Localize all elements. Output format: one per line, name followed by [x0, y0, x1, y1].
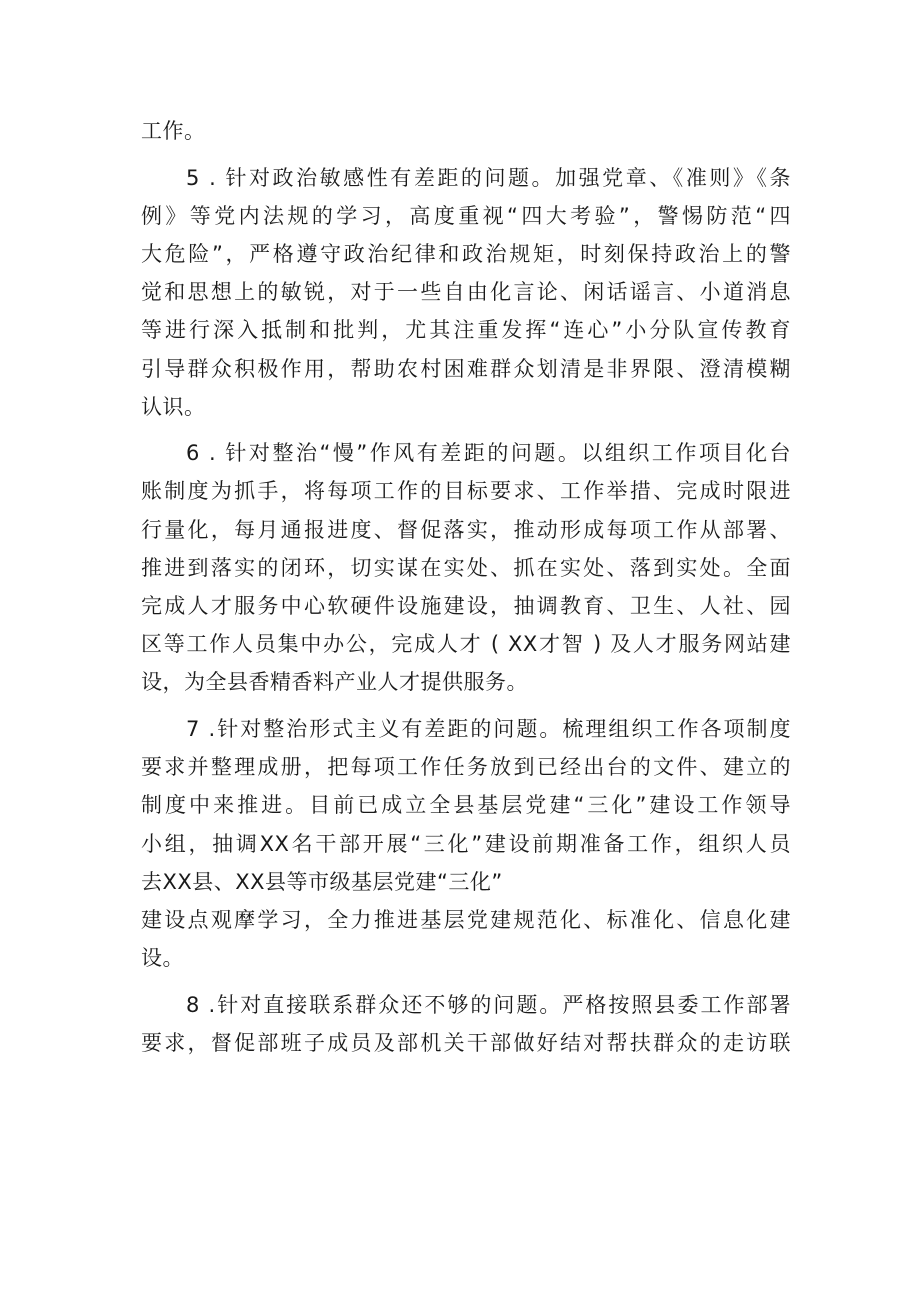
text-line: 要求并整理成册，把每项工作任务放到已经出台的文件、建立的 — [141, 755, 791, 780]
text-line: 制度中来推进。目前已成立全县基层党建“三化”建设工作领导 — [141, 793, 791, 818]
text-line: 去XX县、XX县等市级基层党建“三化” — [141, 869, 503, 894]
text-line: 5 . 针对政治敏感性有差距的问题。加强党章、《准则》《条 — [186, 165, 791, 190]
text-line: 设，为全县香精香料产业人才提供服务。 — [141, 670, 528, 695]
text-line: 账制度为抓手，将每项工作的目标要求、工作举措、完成时限进 — [141, 479, 791, 504]
text-line: 工作。 — [141, 119, 206, 143]
text-line: 6 . 针对整治“慢”作风有差距的问题。以组织工作项目化台 — [186, 441, 791, 466]
text-line: 8 .针对直接联系群众还不够的问题。严格按照县委工作部署 — [186, 992, 791, 1017]
text-line: 例》等党内法规的学习，高度重视“四大考验”，警惕防范“四 — [141, 203, 791, 228]
text-line: 认识。 — [141, 394, 206, 419]
text-line: 要求，督促部班子成员及部机关干部做好结对帮扶群众的走访联 — [141, 1030, 791, 1055]
text-line: 区等工作人员集中办公，完成人才 ( XX才智 ) 及人才服务网站建 — [141, 632, 791, 657]
paragraph-6 — [141, 434, 791, 701]
text-line: 等进行深入抵制和批判，尤其注重发挥“连心”小分队宣传教育 — [141, 318, 791, 343]
text-line: 引导群众积极作用，帮助农村困难群众划清是非界限、澄清模糊 — [141, 356, 791, 381]
paragraph-5 — [141, 159, 791, 426]
document-body — [141, 112, 791, 1062]
text-line: 觉和思想上的敏锐，对于一些自由化言论、闲话谣言、小道消息 — [141, 280, 791, 305]
text-line: 大危险”，严格遵守政治纪律和政治规矩，时刻保持政治上的警 — [141, 241, 791, 266]
paragraph-tail — [141, 112, 791, 150]
text-line: 行量化，每月通报进度、督促落实，推动形成每项工作从部署、 — [141, 517, 791, 542]
text-line: 小组，抽调XX名干部开展“三化”建设前期准备工作，组织人员 — [141, 831, 791, 856]
paragraph-7 — [141, 710, 791, 977]
text-line: 推进到落实的闭环，切实谋在实处、抓在实处、落到实处。全面 — [141, 555, 791, 580]
text-line: 完成人才服务中心软硬件设施建设，抽调教育、卫生、人社、园 — [141, 594, 791, 619]
text-line: 建设点观摩学习，全力推进基层党建规范化、标准化、信息化建 — [141, 907, 791, 932]
text-line: 设。 — [141, 946, 184, 971]
text-line: 7 .针对整治形式主义有差距的问题。梳理组织工作各项制度 — [186, 716, 791, 741]
paragraph-8 — [141, 986, 791, 1062]
